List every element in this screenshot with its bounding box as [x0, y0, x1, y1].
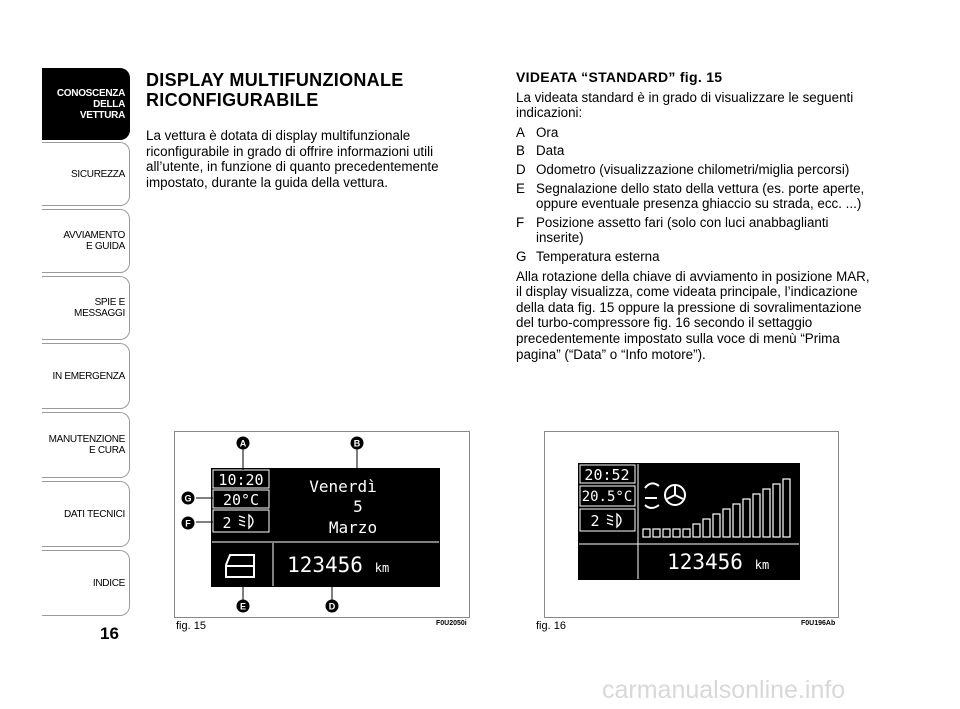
- callout-f: [182, 517, 195, 530]
- temperature-readout: 20°C: [222, 491, 260, 509]
- month-readout: Marzo: [328, 518, 378, 537]
- callout-d: [326, 600, 339, 613]
- svg-text:E: E: [239, 601, 247, 612]
- figure-15-label: fig. 15: [176, 620, 206, 632]
- list-item: D Odometro (visualizzazione chilometri/miglia percorsi): [516, 161, 850, 177]
- indication-list: [516, 125, 876, 265]
- figure-16-label: fig. 16: [536, 620, 566, 632]
- tab-manutenzione-e-cura[interactable]: [42, 412, 130, 478]
- odometer-readout: 123456: [287, 553, 363, 577]
- tab-label: SICUREZZA: [71, 168, 125, 180]
- day-readout: Venerdì: [309, 477, 377, 496]
- svg-text:D: D: [328, 601, 336, 612]
- tab-conoscenza-della-vettura[interactable]: [42, 68, 130, 140]
- display-illustration-fig15: [175, 432, 469, 617]
- figure-16: [544, 431, 839, 618]
- tab-label: CONOSCENZA DELLA VETTURA: [56, 87, 125, 121]
- svg-text:G: G: [184, 493, 192, 504]
- callout-a: [237, 437, 250, 450]
- figure-16-code: F0U196Ab: [801, 620, 836, 627]
- list-item: A Ora: [516, 124, 559, 140]
- time-readout: 10:20: [218, 471, 264, 489]
- odometer-unit: km: [754, 558, 770, 572]
- headlamp-level: 2: [590, 512, 600, 530]
- tab-dati-tecnici[interactable]: [42, 481, 130, 547]
- tab-label: IN EMERGENZA: [52, 370, 125, 382]
- tab-spie-e-messaggi[interactable]: [42, 276, 130, 340]
- tab-sicurezza[interactable]: [42, 142, 130, 206]
- svg-text:A: A: [239, 438, 247, 449]
- figure-15: [174, 431, 470, 618]
- display-illustration-fig16: [545, 432, 838, 617]
- section-title: DISPLAY MULTIFUNZIONALE RICONFIGURABILE: [146, 70, 404, 110]
- list-item: F Posizione assetto fari (solo con luci anabbaglianti inserite): [516, 214, 829, 246]
- page-number: 16: [100, 624, 119, 643]
- odometer-readout: 123456: [667, 550, 743, 574]
- callout-b: [351, 437, 364, 450]
- temperature-readout: 20.5°C: [581, 489, 633, 505]
- tab-label: MANUTENZIONE E CURA: [48, 434, 125, 456]
- tab-label: INDICE: [92, 577, 125, 589]
- svg-text:F: F: [185, 518, 191, 529]
- intro-paragraph: La vettura è dotata di display multifunzionale riconfigurabile in grado di offrire informazioni utili all’utente, in funzione di quanto precedentemente impostato, durante la guida della vettura.: [146, 128, 439, 190]
- subsection-heading: VIDEATA “STANDARD” fig. 15: [516, 69, 723, 85]
- body-paragraph: Alla rotazione della chiave di avviamento in posizione MAR, il display visualizza, come videata principale, l’indicazione della data fig. 15 oppure la pressione di sovralimentazione del turbo-compressore fig. 16 secondo il settaggio precedentemente impostato sulla voce di menù “Prima pagina” (“Data” o “Info motore”).: [516, 268, 870, 362]
- lead-paragraph: La videata standard è in grado di visualizzare le seguenti indicazioni:: [516, 89, 854, 121]
- watermark-text: carmanualsonline.info: [602, 676, 846, 704]
- tab-label: SPIE E MESSAGGI: [74, 297, 125, 319]
- list-item: B Data: [516, 143, 565, 159]
- date-readout: 5: [353, 497, 363, 516]
- tab-avviamento-e-guida[interactable]: [42, 209, 130, 273]
- figure-15-code: F0U2050i: [436, 620, 467, 627]
- svg-text:B: B: [353, 438, 361, 449]
- tab-label: DATI TECNICI: [63, 508, 125, 520]
- list-item: G Temperatura esterna: [516, 248, 660, 264]
- tab-indice[interactable]: [42, 550, 130, 616]
- odometer-unit: km: [374, 561, 390, 575]
- tab-label: AVVIAMENTO E GUIDA: [63, 230, 125, 252]
- callout-e: [237, 600, 250, 613]
- time-readout: 20:52: [584, 466, 630, 484]
- callout-g: [182, 492, 195, 505]
- right-column: [516, 70, 876, 366]
- headlamp-level: 2: [222, 514, 232, 532]
- list-item: E Segnalazione dello stato della vettura (es. porte aperte, oppure eventuale presenza ghiaccio su strada, ecc. ...): [516, 180, 865, 212]
- tab-in-emergenza[interactable]: [42, 343, 130, 409]
